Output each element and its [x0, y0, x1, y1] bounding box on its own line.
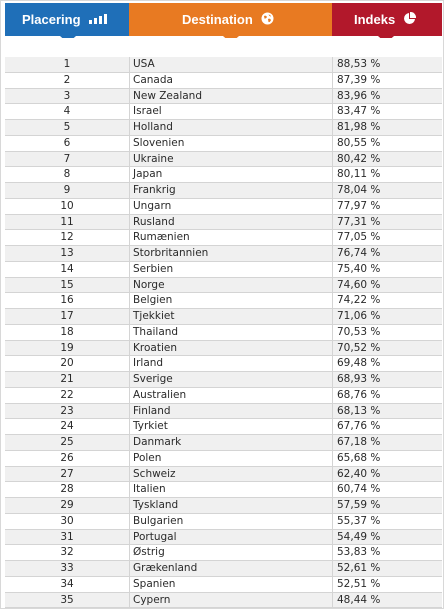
destination-cell: Frankrig [129, 183, 332, 198]
destination-cell: Italien [129, 482, 332, 497]
rank-cell: 7 [63, 152, 71, 165]
index-cell: 80,55 % [332, 136, 442, 151]
table-row [5, 57, 442, 73]
destination-cell: Thailand [129, 325, 332, 340]
destination-cell: Sverige [129, 372, 332, 387]
rank-cell: 29 [60, 499, 74, 511]
index-cell: 76,74 % [332, 246, 442, 261]
destination-cell: Tyskland [129, 498, 332, 513]
destination-cell: Tjekkiet [129, 309, 332, 324]
destination-cell: New Zealand [129, 89, 332, 104]
destination-cell: Israel [129, 104, 332, 119]
index-cell: 65,68 % [332, 451, 442, 466]
table-row [5, 89, 442, 105]
table-row [5, 230, 442, 246]
destination-cell: Cypern [129, 593, 332, 608]
rank-cell: 2 [63, 73, 71, 86]
table-row [5, 530, 442, 546]
table-row [5, 167, 442, 183]
index-cell: 60,74 % [332, 482, 442, 497]
index-cell: 75,40 % [332, 262, 442, 277]
index-cell: 80,42 % [332, 152, 442, 167]
destination-cell: Danmark [129, 435, 332, 450]
table-row [5, 435, 442, 451]
destination-cell: Holland [129, 120, 332, 135]
rank-cell: 4 [63, 105, 71, 118]
rank-cell: 15 [60, 278, 74, 291]
table-row [5, 73, 442, 89]
table-row [5, 136, 442, 152]
table-header [1, 1, 444, 38]
destination-cell: Belgien [129, 293, 332, 308]
index-cell: 53,83 % [332, 545, 442, 560]
index-cell: 68,76 % [332, 388, 442, 403]
destination-cell: Østrig [129, 545, 332, 560]
destination-cell: Schweiz [129, 467, 332, 482]
table-row [5, 246, 442, 262]
destination-cell: Spanien [129, 577, 332, 592]
table-row [5, 309, 442, 325]
index-cell: 69,48 % [332, 356, 442, 371]
rank-cell: 3 [63, 89, 71, 102]
rank-cell: 21 [60, 373, 74, 385]
destination-cell: Ungarn [129, 199, 332, 214]
pie-chart-icon [403, 12, 416, 28]
destination-cell: Japan [129, 167, 332, 182]
table-row [5, 104, 442, 120]
destination-cell: Storbritannien [129, 246, 332, 261]
rank-cell: 24 [60, 420, 74, 433]
rank-cell: 11 [60, 215, 74, 228]
destination-cell: Irland [129, 356, 332, 371]
table-row [5, 467, 442, 483]
index-header-label: Indeks [354, 12, 396, 27]
destination-cell: Serbien [129, 262, 332, 277]
index-cell: 77,31 % [332, 215, 442, 230]
table-body [5, 57, 442, 608]
rank-cell: 12 [60, 231, 74, 244]
rank-cell: 25 [60, 436, 74, 448]
rank-cell: 9 [63, 184, 71, 196]
index-cell: 67,18 % [332, 435, 442, 450]
rank-cell: 27 [60, 467, 74, 480]
table-row [5, 341, 442, 357]
destination-cell: Rusland [129, 215, 332, 230]
rank-cell: 1 [63, 58, 71, 70]
destination-cell: Rumænien [129, 230, 332, 245]
destination-cell: Grækenland [129, 561, 332, 576]
rank-cell: 26 [60, 451, 74, 464]
index-cell: 62,40 % [332, 467, 442, 482]
index-cell: 68,93 % [332, 372, 442, 387]
rank-cell: 18 [60, 325, 74, 338]
destination-header-label: Destination [182, 12, 253, 27]
table-row [5, 514, 442, 530]
index-cell: 78,04 % [332, 183, 442, 198]
rank-cell: 22 [60, 388, 74, 401]
index-cell: 70,53 % [332, 325, 442, 340]
table-row [5, 183, 442, 199]
table-row [5, 545, 442, 561]
destination-cell: Slovenien [129, 136, 332, 151]
index-cell: 55,37 % [332, 514, 442, 529]
table-row [5, 293, 442, 309]
table-row [5, 482, 442, 498]
index-cell: 57,59 % [332, 498, 442, 513]
destination-cell: Kroatien [129, 341, 332, 356]
bar-chart-icon [89, 12, 107, 27]
destination-cell: USA [129, 57, 332, 72]
table-row [5, 561, 442, 577]
index-cell: 77,05 % [332, 230, 442, 245]
table-row [5, 215, 442, 231]
table-row [5, 325, 442, 341]
table-row [5, 593, 442, 609]
index-cell: 83,47 % [332, 104, 442, 119]
index-cell: 83,96 % [332, 89, 442, 104]
table-row [5, 152, 442, 168]
index-cell: 71,06 % [332, 309, 442, 324]
header-spacer [5, 38, 442, 57]
globe-icon [261, 12, 274, 28]
index-cell: 52,61 % [332, 561, 442, 576]
rank-cell: 10 [60, 199, 74, 212]
index-cell: 68,13 % [332, 404, 442, 419]
rank-cell: 5 [63, 121, 71, 133]
index-column-header [332, 3, 442, 36]
index-cell: 88,53 % [332, 57, 442, 72]
destination-cell: Finland [129, 404, 332, 419]
index-cell: 52,51 % [332, 577, 442, 592]
destination-cell: Australien [129, 388, 332, 403]
table-row [5, 356, 442, 372]
rank-cell: 30 [60, 514, 74, 527]
rank-cell: 16 [60, 294, 74, 307]
rank-cell: 13 [60, 247, 74, 259]
destination-cell: Canada [129, 73, 332, 88]
table-row [5, 120, 442, 136]
rank-cell: 8 [63, 168, 71, 181]
rank-cell: 33 [60, 562, 74, 574]
rank-cell: 35 [60, 593, 74, 606]
index-cell: 80,11 % [332, 167, 442, 182]
destination-cell: Tyrkiet [129, 419, 332, 434]
table-row [5, 404, 442, 420]
table-row [5, 419, 442, 435]
destination-column-header [129, 3, 332, 36]
rank-cell: 34 [60, 577, 74, 590]
index-cell: 70,52 % [332, 341, 442, 356]
table-row [5, 278, 442, 294]
index-cell: 54,49 % [332, 530, 442, 545]
index-cell: 81,98 % [332, 120, 442, 135]
rank-cell: 6 [63, 136, 71, 149]
index-cell: 48,44 % [332, 593, 442, 608]
destination-cell: Portugal [129, 530, 332, 545]
rank-column-header [5, 3, 129, 36]
destination-cell: Polen [129, 451, 332, 466]
destination-cell: Norge [129, 278, 332, 293]
table-row [5, 199, 442, 215]
index-cell: 87,39 % [332, 73, 442, 88]
rank-cell: 20 [60, 357, 74, 370]
index-cell: 67,76 % [332, 419, 442, 434]
index-cell: 74,22 % [332, 293, 442, 308]
rank-cell: 14 [60, 262, 74, 275]
table-row [5, 498, 442, 514]
destination-cell: Ukraine [129, 152, 332, 167]
table-row [5, 262, 442, 278]
table-row [5, 577, 442, 593]
table-row [5, 372, 442, 388]
rank-cell: 28 [60, 483, 74, 496]
rank-cell: 32 [60, 546, 74, 559]
destination-cell: Bulgarien [129, 514, 332, 529]
rank-cell: 19 [60, 341, 74, 354]
rank-cell: 31 [60, 530, 74, 543]
rank-cell: 17 [60, 310, 74, 322]
table-row [5, 451, 442, 467]
rank-header-label: Placering [22, 12, 81, 27]
index-cell: 77,97 % [332, 199, 442, 214]
index-cell: 74,60 % [332, 278, 442, 293]
rank-cell: 23 [60, 404, 74, 417]
table-row [5, 388, 442, 404]
